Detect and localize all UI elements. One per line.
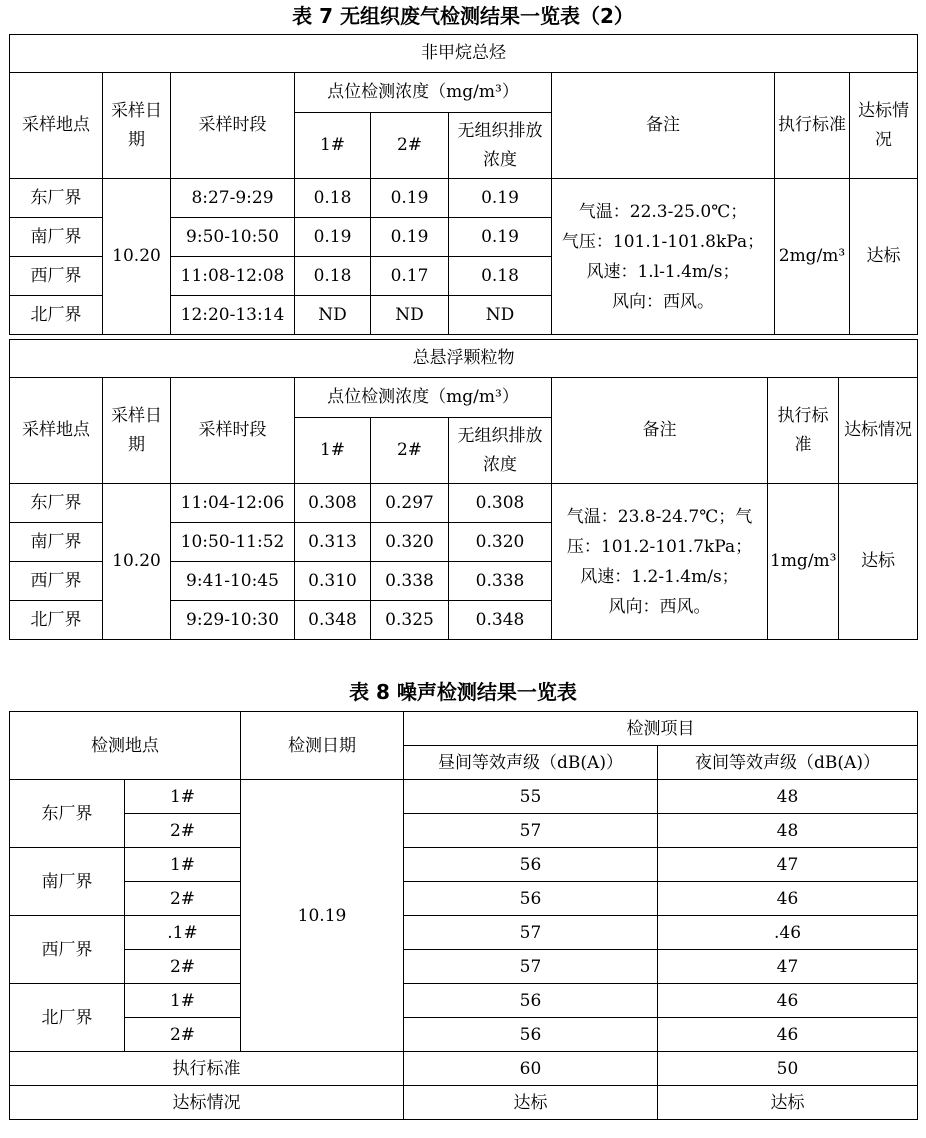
standard-cell: 2mg/m³ [775, 179, 850, 335]
point1-cell: 0.348 [295, 601, 371, 640]
point2-cell: 0.19 [371, 218, 449, 257]
status-cell: 达标 [850, 179, 918, 335]
site-cell: 东厂界 [10, 179, 103, 218]
status-cell: 达标 [839, 484, 918, 640]
site-cell: 东厂界 [10, 484, 103, 523]
table-row [10, 950, 918, 984]
night-cell: 47 [658, 848, 918, 882]
day-cell: 57 [404, 950, 658, 984]
remark-line: 气压：101.1-101.8kPa； [561, 231, 765, 252]
table8-title: 表 8 噪声检测结果一览表 [349, 680, 577, 704]
day-cell: 56 [404, 1018, 658, 1052]
standard-night: 50 [658, 1052, 918, 1086]
period-cell: 9:50-10:50 [171, 218, 295, 257]
point-cell: 2# [125, 814, 241, 848]
remark-line: 风速：1.2-1.4m/s； [580, 566, 739, 587]
day-cell: 56 [404, 848, 658, 882]
header-point1: 1# [295, 418, 371, 484]
fugitive-cell: 0.320 [449, 523, 552, 562]
site-cell: 东厂界 [10, 780, 125, 848]
site-cell: 南厂界 [10, 218, 103, 257]
table-row [10, 984, 918, 1018]
point1-cell: ND [295, 296, 371, 335]
fugitive-cell: 0.19 [449, 218, 552, 257]
site-cell: 北厂界 [10, 296, 103, 335]
header-fugitive: 无组织排放浓度 [449, 113, 552, 179]
site-cell: 北厂界 [10, 601, 103, 640]
header-site: 检测地点 [10, 712, 241, 780]
remark-line: 风向：西风。 [612, 291, 714, 312]
header-status: 达标情况 [850, 73, 918, 179]
night-cell: 48 [658, 814, 918, 848]
table-row [10, 1018, 918, 1052]
day-cell: 56 [404, 882, 658, 916]
standard-row [10, 1052, 918, 1086]
table-row [10, 780, 918, 814]
table-row [10, 179, 918, 218]
remark-cell [552, 179, 775, 335]
remark-line: 气温：23.8-24.7℃；气 [566, 506, 753, 527]
section-title: 总悬浮颗粒物 [10, 340, 918, 378]
date-cell: 10.19 [241, 780, 404, 1052]
table-row [10, 882, 918, 916]
header-point1: 1# [295, 113, 371, 179]
date-cell: 10.20 [103, 179, 171, 335]
status-row [10, 1086, 918, 1120]
fugitive-cell: ND [449, 296, 552, 335]
point-cell: 2# [125, 882, 241, 916]
header-status: 达标情况 [839, 378, 918, 484]
period-cell: 8:27-9:29 [171, 179, 295, 218]
point2-cell: ND [371, 296, 449, 335]
header-concentration: 点位检测浓度（mg/m³） [295, 378, 552, 418]
section-title: 非甲烷总烃 [10, 35, 918, 73]
day-cell: 56 [404, 984, 658, 1018]
point2-cell: 0.325 [371, 601, 449, 640]
header-period: 采样时段 [171, 73, 295, 179]
header-date: 采样日期 [103, 378, 171, 484]
header-period: 采样时段 [171, 378, 295, 484]
remark-line: 压：101.2-101.7kPa； [566, 536, 753, 557]
period-cell: 11:04-12:06 [171, 484, 295, 523]
point-cell: 1# [125, 848, 241, 882]
table7-nmhc [9, 34, 918, 335]
site-cell: 南厂界 [10, 523, 103, 562]
night-cell: 47 [658, 950, 918, 984]
remark-line: 风向：西风。 [608, 596, 711, 617]
table7-title: 表 7 无组织废气检测结果一览表（2） [292, 4, 634, 28]
header-date: 检测日期 [241, 712, 404, 780]
point1-cell: 0.308 [295, 484, 371, 523]
remark-line: 气温：22.3-25.0℃； [578, 201, 748, 222]
period-cell: 12:20-13:14 [171, 296, 295, 335]
point1-cell: 0.310 [295, 562, 371, 601]
fugitive-cell: 0.308 [449, 484, 552, 523]
header-concentration: 点位检测浓度（mg/m³） [295, 73, 552, 113]
point1-cell: 0.313 [295, 523, 371, 562]
night-cell: 48 [658, 780, 918, 814]
date-cell: 10.20 [103, 484, 171, 640]
header-site: 采样地点 [10, 73, 103, 179]
day-cell: 55 [404, 780, 658, 814]
site-cell: 西厂界 [10, 257, 103, 296]
period-cell: 9:41-10:45 [171, 562, 295, 601]
site-cell: 南厂界 [10, 848, 125, 916]
header-standard: 执行标准 [768, 378, 839, 484]
header-point2: 2# [371, 113, 449, 179]
header-fugitive: 无组织排放浓度 [449, 418, 552, 484]
night-cell: 46 [658, 882, 918, 916]
remark-cell [552, 484, 768, 640]
status-night: 达标 [658, 1086, 918, 1120]
table7-tsp [9, 339, 918, 640]
fugitive-cell: 0.18 [449, 257, 552, 296]
table8-noise [9, 711, 918, 1120]
header-site: 采样地点 [10, 378, 103, 484]
point1-cell: 0.18 [295, 179, 371, 218]
point-cell: 2# [125, 950, 241, 984]
fugitive-cell: 0.338 [449, 562, 552, 601]
period-cell: 9:29-10:30 [171, 601, 295, 640]
point2-cell: 0.17 [371, 257, 449, 296]
point2-cell: 0.320 [371, 523, 449, 562]
header-items: 检测项目 [404, 712, 918, 746]
header-day: 昼间等效声级（dB(A)） [404, 746, 658, 780]
header-date: 采样日期 [103, 73, 171, 179]
header-night: 夜间等效声级（dB(A)） [658, 746, 918, 780]
point2-cell: 0.297 [371, 484, 449, 523]
fugitive-cell: 0.348 [449, 601, 552, 640]
point-cell: 1# [125, 780, 241, 814]
site-cell: 西厂界 [10, 916, 125, 984]
standard-cell: 1mg/m³ [768, 484, 839, 640]
header-point2: 2# [371, 418, 449, 484]
period-cell: 11:08-12:08 [171, 257, 295, 296]
period-cell: 10:50-11:52 [171, 523, 295, 562]
table-row [10, 484, 918, 523]
table-row [10, 916, 918, 950]
standard-day: 60 [404, 1052, 658, 1086]
point2-cell: 0.19 [371, 179, 449, 218]
point-cell: 2# [125, 1018, 241, 1052]
site-cell: 西厂界 [10, 562, 103, 601]
day-cell: 57 [404, 916, 658, 950]
status-day: 达标 [404, 1086, 658, 1120]
point2-cell: 0.338 [371, 562, 449, 601]
point-cell: .1# [125, 916, 241, 950]
table-row [10, 814, 918, 848]
table-row [10, 848, 918, 882]
standard-label: 执行标准 [10, 1052, 404, 1086]
fugitive-cell: 0.19 [449, 179, 552, 218]
point1-cell: 0.19 [295, 218, 371, 257]
remark-line: 风速：1.l-1.4m/s； [586, 261, 740, 282]
header-remark: 备注 [552, 73, 775, 179]
header-remark: 备注 [552, 378, 768, 484]
night-cell: 46 [658, 984, 918, 1018]
status-label: 达标情况 [10, 1086, 404, 1120]
night-cell: .46 [658, 916, 918, 950]
point-cell: 1# [125, 984, 241, 1018]
day-cell: 57 [404, 814, 658, 848]
night-cell: 46 [658, 1018, 918, 1052]
point1-cell: 0.18 [295, 257, 371, 296]
site-cell: 北厂界 [10, 984, 125, 1052]
header-standard: 执行标准 [775, 73, 850, 179]
